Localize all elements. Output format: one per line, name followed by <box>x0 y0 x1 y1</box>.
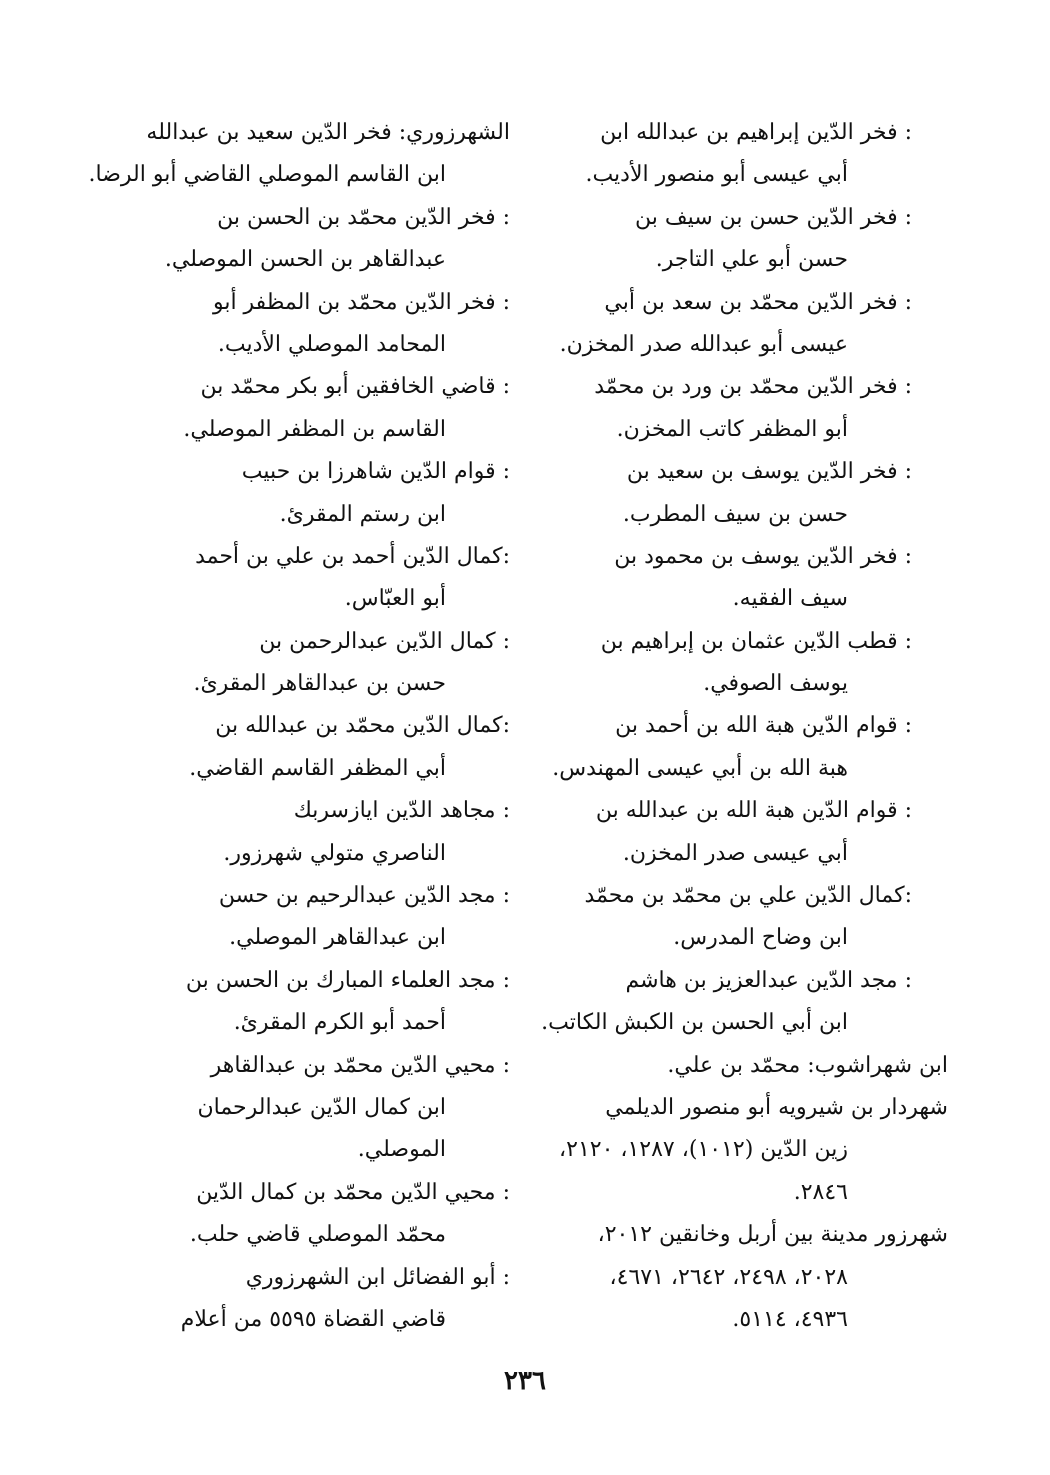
index-entry-line: : فخر الدّين يوسف بن محمود بن <box>614 543 912 569</box>
index-entry-line: : فخر الدّين محمّد بن المظفر أبو <box>212 289 510 315</box>
index-entry-line: المحامد الموصلي الأديب. <box>217 331 446 357</box>
index-entry-line: ٤٩٣٦، ٥١١٤. <box>732 1306 848 1332</box>
index-entry-line: : فخر الدّين حسن بن سيف بن <box>634 204 912 230</box>
index-entry-line: أبي عيسى صدر المخزن. <box>622 840 848 866</box>
index-entry-line: حسن بن عبدالقاهر المقرئ. <box>193 671 446 697</box>
index-entry-line: شهرزور مدينة بين أربل وخانقين ٢٠١٢، <box>597 1222 948 1248</box>
index-entry-line: : قوام الدّين شاهرزا بن حبيب <box>241 459 510 485</box>
index-entry-line: يوسف الصوفي. <box>703 671 848 697</box>
index-entry-line: : مجد العلماء المبارك بن الحسن بن <box>185 967 510 993</box>
index-entry-line: الموصلي. <box>357 1137 446 1163</box>
index-entry-line: الشهرزوري: فخر الدّين سعيد بن عبدالله <box>146 120 510 145</box>
index-entry-line: أبو المظفر كاتب المخزن. <box>616 416 848 442</box>
index-entry-line: :كمال الدّين أحمد بن علي بن أحمد <box>195 543 510 569</box>
index-entry-line: ابن رستم المقرئ. <box>279 501 446 527</box>
index-entry-line: : مجد الدّين عبدالعزيز بن هاشم <box>625 967 912 993</box>
index-entry-line: عبدالقاهر بن الحسن الموصلي. <box>164 247 446 273</box>
index-entry-line: : فخر الدّين يوسف بن سعيد بن <box>626 459 912 485</box>
index-entry-line: : قاضي الخافقين أبو بكر محمّد بن <box>200 374 510 400</box>
index-entry-line: حسن أبو علي التاجر. <box>655 247 848 273</box>
index-entry-line: :كمال الدّين علي بن محمّد بن محمّد <box>584 883 912 909</box>
index-entry-line: القاسم بن المظفر الموصلي. <box>183 416 446 442</box>
index-entry-line: : فخر الدّين محمّد بن ورد بن محمّد <box>594 374 912 400</box>
index-entry-line: : كمال الدّين عبدالرحمن بن <box>259 628 510 654</box>
index-entry-line: هبة الله بن أبي عيسى المهندس. <box>552 755 848 781</box>
index-entry-line: شهردار بن شيرويه أبو منصور الديلمي <box>605 1094 948 1120</box>
index-entry-line: ابن كمال الدّين عبدالرحمان <box>197 1094 446 1120</box>
index-entry-line: : محيي الدّين محمّد بن عبدالقاهر <box>210 1052 510 1078</box>
index-entry-line: حسن بن سيف المطرب. <box>622 501 848 527</box>
index-entry-line: ابن القاسم الموصلي القاضي أبو الرضا. <box>88 162 446 188</box>
index-entry-line: زين الدّين (١٠١٢)، ١٢٨٧، ٢١٢٠، <box>559 1137 848 1163</box>
index-entry-line: ٢٠٢٨، ٢٤٩٨، ٢٦٤٢، ٤٦٧١، <box>609 1264 848 1290</box>
index-entry-line: ابن وضاح المدرس. <box>673 925 848 951</box>
index-entry-line: قاضي القضاة ٥٥٩٥ من أعلام <box>180 1306 446 1332</box>
index-entry-line: ابن شهراشوب: محمّد بن علي. <box>667 1052 948 1078</box>
index-entry-line: : مجاهد الدّين ايازسربك <box>293 798 510 824</box>
index-entry-line: ٢٨٤٦. <box>793 1179 848 1205</box>
index-entry-line: سيف الفقيه. <box>732 586 848 612</box>
index-entry-line: عيسى أبو عبدالله صدر المخزن. <box>559 331 848 357</box>
index-entry-line: محمّد الموصلي قاضي حلب. <box>189 1222 446 1248</box>
index-entry-line: أبي المظفر القاسم القاضي. <box>189 755 446 781</box>
index-entry-line: : فخر الدّين إبراهيم بن عبدالله ابن <box>600 120 912 145</box>
index-entry-line: : قطب الدّين عثمان بن إبراهيم بن <box>600 628 912 654</box>
index-entry-line: الناصري متولي شهرزور. <box>223 840 446 866</box>
index-entry-line: : قوام الدّين هبة الله بن أحمد بن <box>615 713 912 739</box>
index-entry-line: : قوام الدّين هبة الله بن عبدالله بن <box>595 798 912 824</box>
index-entry-line: :كمال الدّين محمّد بن عبدالله بن <box>215 713 510 739</box>
index-entry-line: أبي عيسى أبو منصور الأديب. <box>585 162 848 188</box>
index-entry-line: ابن أبي الحسن بن الكبش الكاتب. <box>541 1010 848 1036</box>
index-entry-line: : محيي الدّين محمّد بن كمال الدّين <box>196 1179 510 1205</box>
index-entry-line: أبو العبّاس. <box>344 586 446 612</box>
index-entry-line: : فخر الدّين محمّد بن سعد بن أبي <box>604 289 912 315</box>
page-number: ٢٣٦ <box>504 1366 546 1396</box>
index-column-right <box>541 112 948 1341</box>
index-entry-line: : فخر الدّين محمّد بن الحسن بن <box>217 204 510 230</box>
index-entry-line: : أبو الفضائل ابن الشهرزوري <box>245 1264 510 1290</box>
index-entry-line: ابن عبدالقاهر الموصلي. <box>229 925 446 951</box>
index-entry-line: أحمد أبو الكرم المقرئ. <box>233 1010 446 1036</box>
index-entry-line: : مجد الدّين عبدالرحيم بن حسن <box>218 883 510 909</box>
index-column-left <box>88 112 510 1341</box>
